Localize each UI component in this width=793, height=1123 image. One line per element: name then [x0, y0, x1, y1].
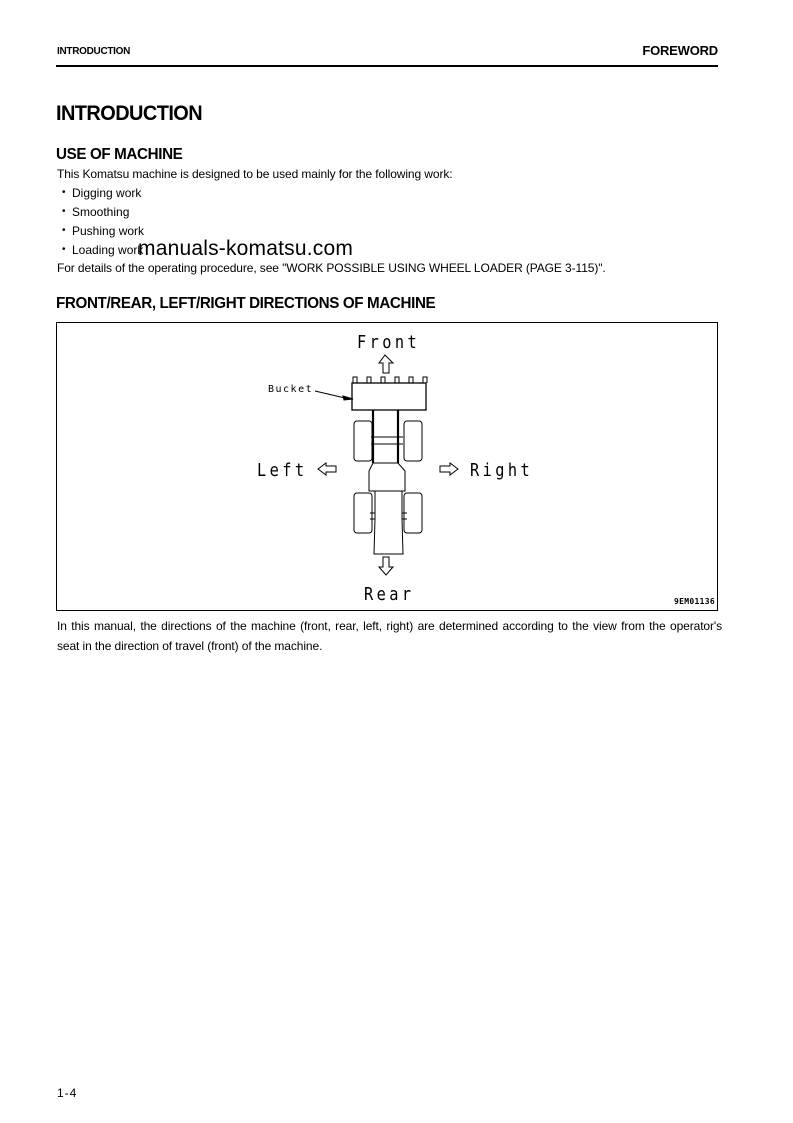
page-number: 1-4: [57, 1086, 78, 1100]
left-label: Left: [257, 460, 308, 481]
use-of-machine-intro: This Komatsu machine is designed to be used mainly for the following work:: [57, 167, 453, 181]
header-section-right: FOREWORD: [642, 43, 718, 58]
bucket-label: Bucket: [268, 384, 314, 395]
rear-label: Rear: [364, 584, 415, 605]
directions-description: In this manual, the directions of the machine (front, rear, left, right) are determined according to the view from the operator's seat in the direction of travel (front) of the machine.: [57, 619, 722, 653]
list-item: • Smoothing: [62, 204, 144, 223]
header-section-left: INTRODUCTION: [57, 46, 131, 57]
wheel-loader-top-view-icon: [57, 323, 717, 610]
front-label: Front: [357, 332, 421, 353]
right-label: Right: [470, 460, 534, 481]
list-item: • Pushing work: [62, 223, 144, 242]
use-of-machine-heading: USE OF MACHINE: [56, 146, 183, 163]
watermark: manuals-komatsu.com: [138, 237, 354, 260]
directions-heading: FRONT/REAR, LEFT/RIGHT DIRECTIONS OF MACHINE: [56, 295, 436, 312]
directions-figure: [56, 322, 718, 611]
procedure-reference: For details of the operating procedure, see "WORK POSSIBLE USING WHEEL LOADER (PAGE 3-115)".: [57, 261, 606, 275]
figure-id: 9EM01136: [674, 597, 715, 606]
page-title: INTRODUCTION: [56, 102, 203, 125]
work-list: [62, 185, 144, 261]
header-divider: [56, 65, 718, 67]
list-item: • Loading work: [62, 242, 144, 261]
list-item: • Digging work: [62, 185, 144, 204]
